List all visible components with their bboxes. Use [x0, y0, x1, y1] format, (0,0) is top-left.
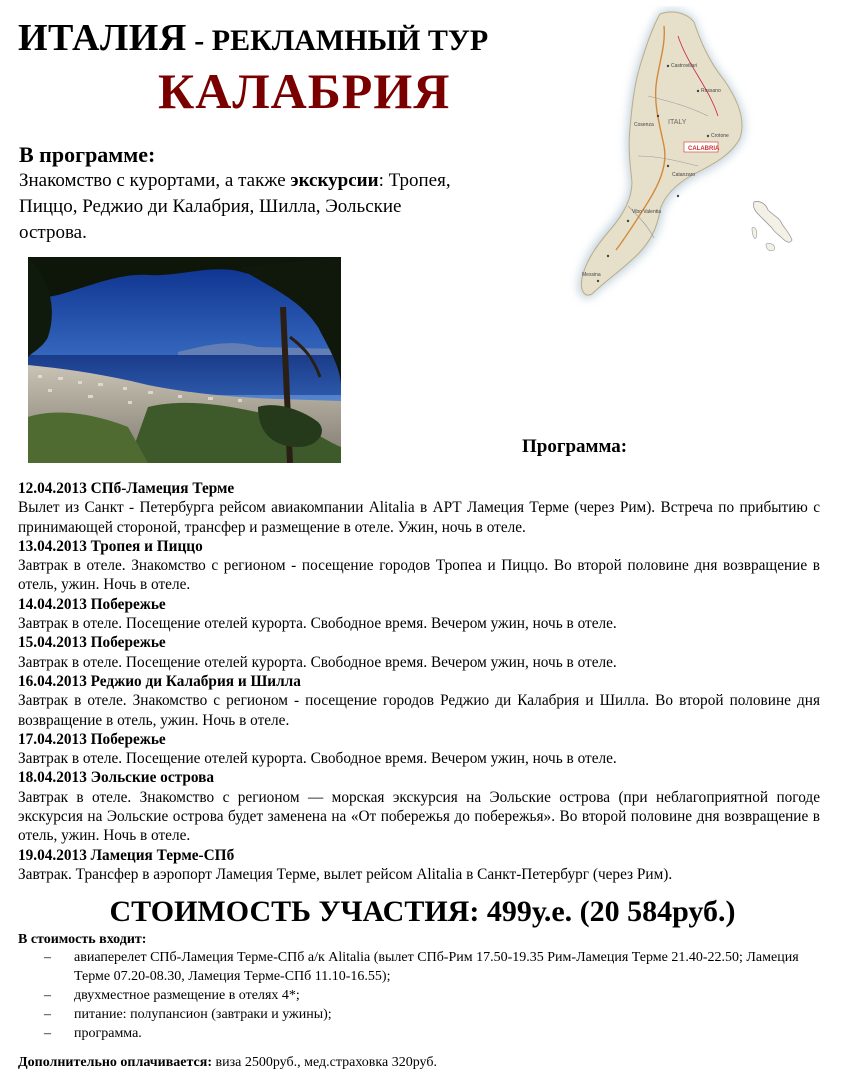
- map-town-label: Cosenza: [634, 122, 654, 128]
- day-description: Завтрак. Трансфер в аэропорт Ламеция Терме, вылет рейсом Alitalia в Санкт-Петербург (через Рим).: [18, 865, 673, 883]
- list-dash: –: [44, 1026, 51, 1041]
- map-town-label: Messina: [582, 272, 601, 278]
- day-title: 17.04.2013 Побережье: [18, 730, 166, 748]
- region-title: КАЛАБРИЯ: [158, 63, 451, 119]
- title-country: ИТАЛИЯ: [18, 17, 187, 59]
- coast-photo: [28, 257, 341, 463]
- included-list: [44, 948, 814, 1043]
- list-item: [44, 1005, 814, 1024]
- itinerary-day: [18, 730, 820, 769]
- map-country-label: ITALY: [668, 119, 687, 126]
- map-region-label: CALABRIA: [688, 146, 720, 152]
- day-title: 16.04.2013 Реджио ди Калабрия и Шилла: [18, 672, 301, 690]
- list-item: [44, 1024, 814, 1043]
- price-heading: СТОИМОСТЬ УЧАСТИЯ: 499у.е. (20 584руб.): [109, 895, 736, 928]
- itinerary-day: [18, 537, 820, 595]
- day-title: 18.04.2013 Эольские острова: [18, 769, 215, 787]
- program-intro-text: [19, 168, 459, 246]
- extra-costs-label: Дополнительно оплачивается:: [18, 1055, 213, 1070]
- day-title: 14.04.2013 Побережье: [18, 595, 166, 613]
- itinerary-day: [18, 768, 820, 845]
- title-tour-type: РЕКЛАМНЫЙ ТУР: [211, 24, 489, 57]
- list-item-text: программа.: [74, 1026, 142, 1041]
- day-description: Завтрак в отеле. Посещение отелей курорта. Свободное время. Вечером ужин, ночь в отеле.: [18, 750, 617, 768]
- day-title: 12.04.2013 СПб-Ламеция Терме: [18, 480, 235, 497]
- itinerary: [18, 479, 820, 884]
- map-town-label: Castrovillari: [671, 63, 698, 69]
- extra-costs: [18, 1055, 437, 1071]
- itinerary-day: [18, 846, 820, 885]
- included-heading: В стоимость входит:: [18, 932, 147, 947]
- intro-text-part: : Тропея, Пиццо, Реджио ди Калабрия, Шилла, Эольские острова.: [19, 170, 451, 243]
- itinerary-day: [18, 595, 820, 634]
- itinerary-day: [18, 672, 820, 730]
- map-town-label: Vibo Valentia: [632, 209, 662, 215]
- list-item: [44, 986, 814, 1005]
- day-description: Завтрак в отеле. Посещение отелей курорта. Свободное время. Вечером ужин, ночь в отеле.: [18, 653, 617, 671]
- list-dash: –: [44, 1007, 51, 1022]
- list-dash: –: [44, 988, 51, 1003]
- page-title: [18, 16, 488, 60]
- list-item-text: двухместное размещение в отелях 4*;: [74, 988, 300, 1003]
- title-separator: -: [186, 24, 212, 57]
- program-label: Программа:: [522, 436, 628, 457]
- map-town-label: Crotone: [711, 133, 729, 139]
- day-description: Завтрак в отеле. Знакомство с регионом — морская экскурсия на Эольские острова (при неблагоприятной погоде экскурсия на Эольские острова будет заменена на «От побережья до побережья». Во второй половине дня возвращение в отель, ужин. Ночь в отеле.: [18, 788, 820, 845]
- itinerary-day: [18, 633, 820, 672]
- map-town-label: Catanzaro: [672, 172, 696, 178]
- day-title: 19.04.2013 Ламеция Терме-СПб: [18, 846, 235, 864]
- list-dash: –: [44, 950, 51, 965]
- day-title: 15.04.2013 Побережье: [18, 634, 166, 652]
- intro-text-part: Знакомство с курортами, а также: [19, 170, 291, 191]
- italy-inset-map: [752, 201, 792, 250]
- day-description: Завтрак в отеле. Знакомство с регионом - посещение городов Тропеа и Пиццо. Во второй половине дня возвращение в отель, ужин. Ночь в отеле.: [18, 557, 820, 594]
- day-description: Вылет из Санкт - Петербурга рейсом авиакомпании Alitalia в АРТ Ламеция Терме (через Рим). Встреча по прибытию с принимающей стороной, трансфер и размещение в отеле. Ужин, ночь в отеле.: [18, 499, 820, 536]
- calabria-map: [568, 6, 808, 311]
- list-item-text: авиаперелет СПб-Ламеция Терме-СПб а/к Alitalia (вылет СПб-Рим 17.50-19.35 Рим-Ламеция Терме 21.40-22.50; Ламеция Терме 07.20-08.30, Ламеция Терме-СПб 11.10-16.55);: [74, 950, 799, 984]
- extra-costs-text: виза 2500руб., мед.страховка 320руб.: [212, 1055, 437, 1070]
- map-town-label: Rossano: [701, 88, 721, 94]
- list-item: [44, 948, 814, 986]
- intro-text-bold: экскурсии: [290, 170, 379, 191]
- list-item-text: питание: полупансион (завтраки и ужины);: [74, 1007, 332, 1022]
- day-description: Завтрак в отеле. Посещение отелей курорта. Свободное время. Вечером ужин, ночь в отеле.: [18, 615, 617, 633]
- day-title: 13.04.2013 Тропея и Пиццо: [18, 537, 203, 555]
- itinerary-day: [18, 479, 820, 537]
- day-description: Завтрак в отеле. Знакомство с регионом - посещение городов Реджио ди Калабрия и Шилла. Во второй половине дня возвращение в отель, ужин. Ночь в отеле.: [18, 692, 820, 729]
- program-intro-heading: В программе:: [19, 142, 156, 167]
